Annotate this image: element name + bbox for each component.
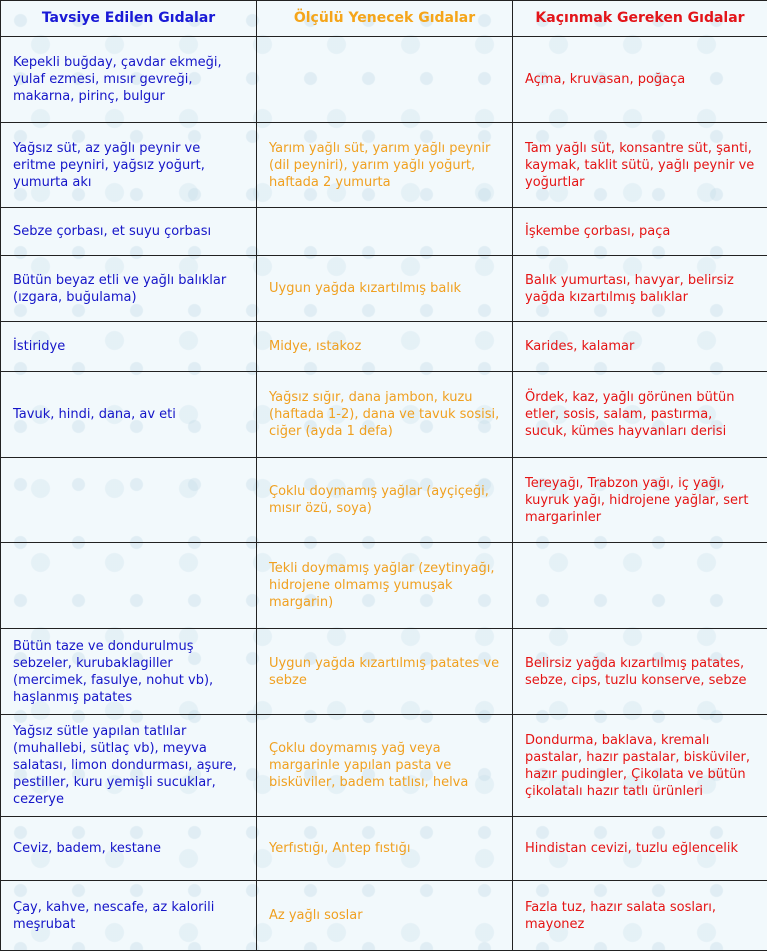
cell-recommended: İstiridye — [1, 322, 257, 372]
cell-moderate: Midye, ıstakoz — [257, 322, 513, 372]
cell-moderate: Yarım yağlı süt, yarım yağlı peynir (dil peyniri), yarım yağlı yoğurt, haftada 2 yumurta — [257, 123, 513, 208]
table-row — [1, 322, 767, 372]
cell-avoid: Hindistan cevizi, tuzlu eğlencelik — [513, 817, 767, 881]
cell-recommended: Çay, kahve, nescafe, az kalorili meşrubat — [1, 881, 257, 951]
cell-moderate: Uygun yağda kızartılmış patates ve sebze — [257, 629, 513, 715]
cell-moderate: Uygun yağda kızartılmış balık — [257, 256, 513, 322]
cell-avoid: İşkembe çorbası, paça — [513, 208, 767, 256]
header-row — [1, 1, 767, 37]
cell-recommended: Kepekli buğday, çavdar ekmeği, yulaf ezmesi, mısır gevreği, makarna, pirinç, bulgur — [1, 37, 257, 123]
cell-moderate — [257, 37, 513, 123]
table-row — [1, 817, 767, 881]
table-row — [1, 881, 767, 951]
cell-moderate: Çoklu doymamış yağlar (ayçiçeği, mısır özü, soya) — [257, 458, 513, 543]
cell-recommended: Sebze çorbası, et suyu çorbası — [1, 208, 257, 256]
cell-avoid: Belirsiz yağda kızartılmış patates, sebze, cips, tuzlu konserve, sebze — [513, 629, 767, 715]
cell-avoid: Ördek, kaz, yağlı görünen bütün etler, sosis, salam, pastırma, sucuk, kümes hayvanları derisi — [513, 372, 767, 458]
cell-recommended — [1, 458, 257, 543]
table-row — [1, 715, 767, 817]
header-moderate: Ölçülü Yenecek Gıdalar — [257, 1, 513, 37]
cell-moderate: Yağsız sığır, dana jambon, kuzu (haftada 1-2), dana ve tavuk sosisi, ciğer (ayda 1 defa) — [257, 372, 513, 458]
cell-moderate: Çoklu doymamış yağ veya margarinle yapılan pasta ve bisküviler, badem tatlısı, helva — [257, 715, 513, 817]
cell-moderate — [257, 208, 513, 256]
header-recommended: Tavsiye Edilen Gıdalar — [1, 1, 257, 37]
cell-avoid: Balık yumurtası, havyar, belirsiz yağda kızartılmış balıklar — [513, 256, 767, 322]
cell-avoid: Fazla tuz, hazır salata sosları, mayonez — [513, 881, 767, 951]
cell-recommended: Bütün taze ve dondurulmuş sebzeler, kurubaklagiller (mercimek, fasulye, nohut vb), haşlanmış patates — [1, 629, 257, 715]
table-row — [1, 37, 767, 123]
table-row — [1, 256, 767, 322]
table-row — [1, 208, 767, 256]
cell-avoid: Tereyağı, Trabzon yağı, iç yağı, kuyruk yağı, hidrojene yağlar, sert margarinler — [513, 458, 767, 543]
cell-avoid: Karides, kalamar — [513, 322, 767, 372]
cell-recommended: Ceviz, badem, kestane — [1, 817, 257, 881]
cell-avoid — [513, 543, 767, 629]
header-avoid: Kaçınmak Gereken Gıdalar — [513, 1, 767, 37]
cell-moderate: Az yağlı soslar — [257, 881, 513, 951]
cell-moderate: Yerfıstığı, Antep fıstığı — [257, 817, 513, 881]
table-row — [1, 123, 767, 208]
table-row — [1, 543, 767, 629]
cell-avoid: Açma, kruvasan, poğaça — [513, 37, 767, 123]
table-row — [1, 629, 767, 715]
cell-recommended: Bütün beyaz etli ve yağlı balıklar (ızgara, buğulama) — [1, 256, 257, 322]
cell-moderate: Tekli doymamış yağlar (zeytinyağı, hidrojene olmamış yumuşak margarin) — [257, 543, 513, 629]
cell-recommended: Tavuk, hindi, dana, av eti — [1, 372, 257, 458]
table-row — [1, 372, 767, 458]
cell-recommended — [1, 543, 257, 629]
cell-avoid: Tam yağlı süt, konsantre süt, şanti, kaymak, taklit sütü, yağlı peynir ve yoğurtlar — [513, 123, 767, 208]
cell-avoid: Dondurma, baklava, kremalı pastalar, hazır pastalar, bisküviler, hazır pudingler, Çikolata ve bütün çikolatalı hazır tatlı ürünleri — [513, 715, 767, 817]
cell-recommended: Yağsız süt, az yağlı peynir ve eritme peyniri, yağsız yoğurt, yumurta akı — [1, 123, 257, 208]
cell-recommended: Yağsız sütle yapılan tatlılar (muhallebi, sütlaç vb), meyva salatası, limon dondurması, aşure, pestiller, kuru yemişli sucuklar, cezerye — [1, 715, 257, 817]
table-row — [1, 458, 767, 543]
